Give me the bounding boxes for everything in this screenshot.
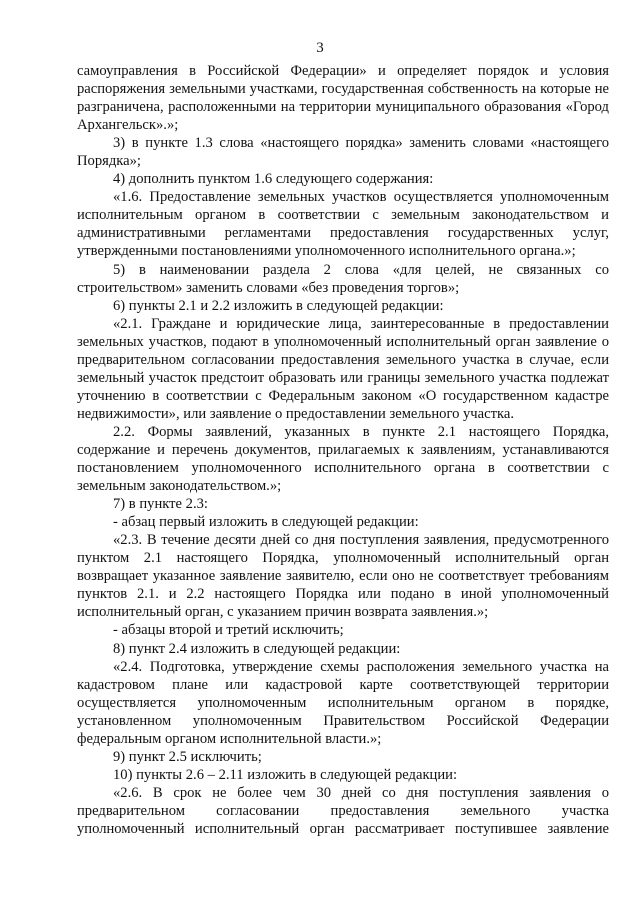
paragraph: «2.4. Подготовка, утверждение схемы расположения земельного участка на кадастровом плане или кадастровой карте соответствующей территории осуществляется уполномоченным исполнительным органом в порядке, установленном уполномоченным Правительством Российской Федерации федеральным органом исполнительной власти.»; — [77, 658, 609, 747]
paragraph: 2.2. Формы заявлений, указанных в пункте 2.1 настоящего Порядка, содержание и перечень документов, прилагаемых к заявлениям, устанавливаются постановлением уполномоченного исполнительного органа в соответствии с земельным законодательством.»; — [77, 423, 609, 495]
paragraph: «2.6. В срок не более чем 30 дней со дня поступления заявления о предварительном согласовании предоставления земельного участка уполномоченный исполнительный орган рассматривает поступившее заявление — [77, 784, 609, 837]
paragraph: 9) пункт 2.5 исключить; — [113, 748, 262, 765]
page-number: 3 — [316, 40, 324, 56]
paragraph: 8) пункт 2.4 изложить в следующей редакции: — [113, 640, 401, 657]
paragraph: «2.1. Граждане и юридические лица, заинтересованные в предоставлении земельных участков, подают в уполномоченный исполнительный орган заявление о предварительном согласовании предоставления земельного участка в случае, если земельный участок предстоит образовать или границы земельного участка подлежат уточнению в соответствии с Федеральным законом «О государственном кадастре недвижимости», или заявление о предоставлении земельного участка. — [77, 315, 609, 422]
paragraph: 10) пункты 2.6 – 2.11 изложить в следующей редакции: — [113, 766, 458, 783]
paragraph: - абзац первый изложить в следующей редакции: — [113, 514, 419, 531]
paragraph: 7) в пункте 2.3: — [113, 496, 208, 513]
paragraph: 3) в пункте 1.3 слова «настоящего порядка» заменить словами «настоящего Порядка»; — [77, 135, 609, 170]
paragraph: 6) пункты 2.1 и 2.2 изложить в следующей редакции: — [113, 297, 444, 314]
document-body — [77, 62, 609, 838]
paragraph: самоуправления в Российской Федерации» и определяет порядок и условия распоряжения земельными участками, государственная собственность на которые не разграничена, расположенными на территории муниципального образования «Город Архангельск».»; — [77, 63, 609, 134]
paragraph: «1.6. Предоставление земельных участков осуществляется уполномоченным исполнительным органом в соответствии с земельным законодательством и административными регламентами предоставления государственных услуг, утвержденными постановлениями уполномоченного исполнительного органа.»; — [77, 189, 609, 260]
paragraph: 4) дополнить пунктом 1.6 следующего содержания: — [113, 171, 434, 188]
paragraph: 5) в наименовании раздела 2 слова «для целей, не связанных со строительством» заменить словами «без проведения торгов»; — [77, 261, 609, 296]
paragraph: - абзацы второй и третий исключить; — [113, 622, 344, 639]
paragraph: «2.3. В течение десяти дней со дня поступления заявления, предусмотренного пунктом 2.1 настоящего Порядка, уполномоченный исполнительный орган возвращает указанное заявление заявителю, если оно не соответствует требованиям пунктов 2.1. и 2.2 настоящего Порядка или подано в иной уполномоченный исполнительный орган, с указанием причин возврата заявления.»; — [77, 532, 609, 621]
